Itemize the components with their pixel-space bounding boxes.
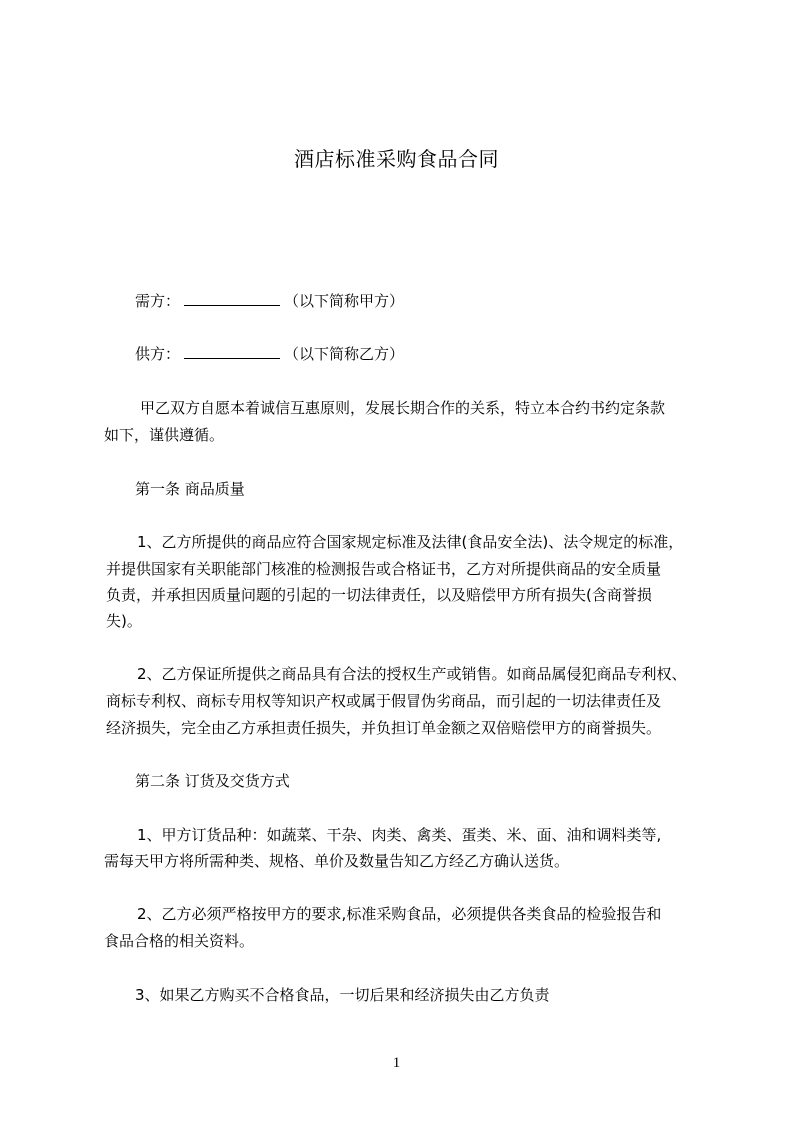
clause-line: 3、如果乙方购买不合格食品，一切后果和经济损失由乙方负责: [135, 986, 550, 1004]
clause-line: 经济损失，完全由乙方承担责任损失，并负担订单金额之双倍赔偿甲方的商誉损失。: [106, 719, 662, 737]
article-heading: 第二条 订货及交货方式: [135, 772, 290, 790]
clause-line: 2、乙方保证所提供之商品具有合法的授权生产或销售。如商品属侵犯商品专利权、: [137, 665, 687, 683]
buyer-blank: [184, 291, 280, 306]
clause-line: 1、乙方所提供的商品应符合国家规定标准及法律(食品安全法)、法令规定的标准，: [137, 533, 684, 551]
intro-line: 如下，谨供遵循。: [104, 426, 225, 444]
buyer-line: [135, 291, 404, 311]
clause-line: 1、甲方订货品种：如蔬菜、干杂、肉类、禽类、蛋类、米、面、油和调料类等,: [137, 826, 662, 844]
clause-line: 负责，并承担因质量问题的引起的一切法律责任，以及赔偿甲方所有损失(含商誉损: [106, 586, 652, 604]
buyer-suffix: （以下简称甲方）: [284, 292, 405, 310]
article-heading: 第一条 商品质量: [135, 480, 245, 498]
clause-line: 需每天甲方将所需种类、规格、单价及数量告知乙方经乙方确认送货。: [104, 852, 570, 870]
supplier-blank: [184, 344, 280, 359]
intro-line: 甲乙双方自愿本着诚信互惠原则，发展长期合作的关系，特立本合约书约定条款: [140, 399, 666, 417]
supplier-suffix: （以下简称乙方）: [284, 345, 405, 363]
clause-line: 商标专利权、商标专用权等知识产权或属于假冒伪劣商品，而引起的一切法律责任及: [106, 692, 662, 710]
clause-line: 食品合格的相关资料。: [104, 932, 255, 950]
supplier-label: 供方：: [135, 345, 181, 363]
document-title: 酒店标准采购食品合同: [294, 147, 499, 171]
buyer-label: 需方：: [135, 292, 181, 310]
clause-line: 并提供国家有关职能部门核准的检测报告或合格证书，乙方对所提供商品的安全质量: [106, 560, 662, 578]
clause-line: 2、乙方必须严格按甲方的要求,标准采购食品，必须提供各类食品的检验报告和: [137, 905, 662, 923]
clause-line: 失)。: [106, 612, 142, 630]
supplier-line: [135, 344, 404, 364]
page-number: 1: [392, 1055, 401, 1071]
